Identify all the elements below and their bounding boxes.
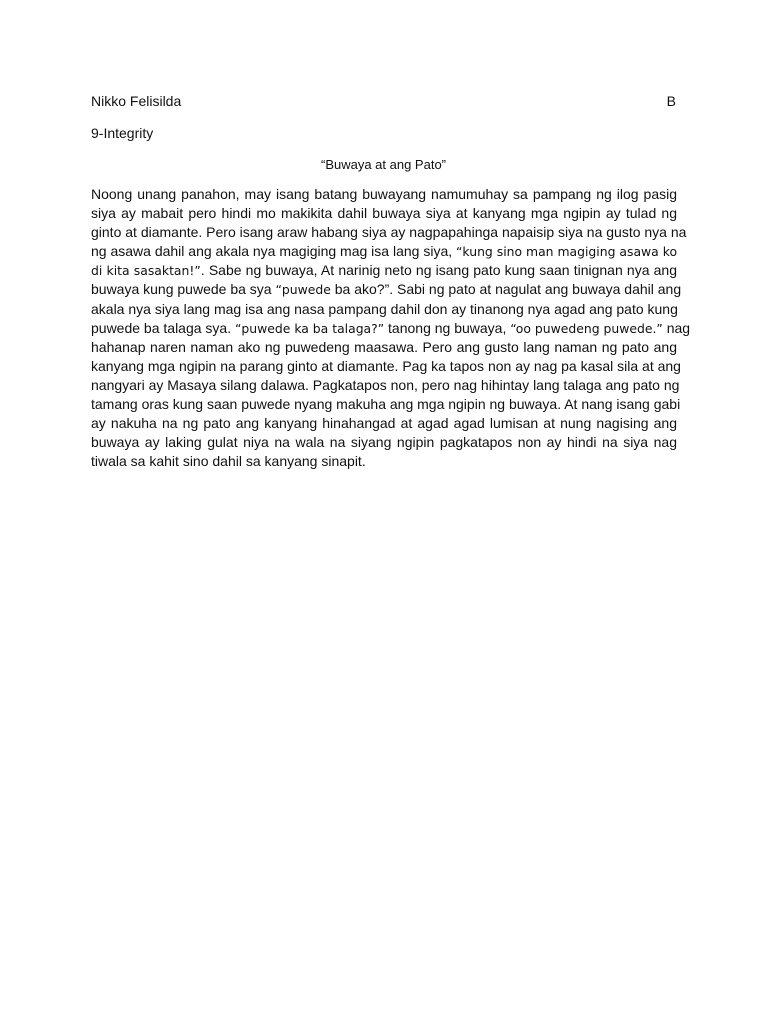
story-text: ng asawa dahil ang akala nya magiging mag isa lang siya, xyxy=(91,243,457,260)
story-line xyxy=(91,204,677,223)
story-text: ginto at diamante. Pero isang araw habang siya ay nagpapahinga napaisip siya na gusto nya na xyxy=(91,224,687,241)
story-text: buwaya ay laking gulat niya na wala na siyang ngipin pagkatapos non ay hindi na siya nag xyxy=(91,434,677,451)
dialogue-text: di kita sasaktan!” xyxy=(91,263,201,279)
grade-mark: B xyxy=(666,93,676,109)
dialogue-text: “puwede xyxy=(275,282,331,298)
story-line xyxy=(91,395,681,414)
story-text: hahanap naren naman ako ng puwedeng maasawa. Pero ang gusto lang naman ng pato ang xyxy=(91,338,677,355)
story-text: siya ay mabait pero hindi mo makikita dahil buwaya siya at kanyang mga ngipin ay tulad ng xyxy=(91,205,677,222)
dialogue-text: “puwede ka ba talaga?” xyxy=(235,320,385,336)
story-text: akala nya siya lang mag isa ang nasa pampang dahil don ay tinanong nya agad ang pato kung xyxy=(91,300,678,317)
story-text: tiwala sa kahit sino dahil sa kanyang sinapit. xyxy=(91,453,366,470)
story-text: ba ako?”. Sabi ng pato at nagulat ang buwaya dahil ang xyxy=(330,281,682,298)
story-line xyxy=(91,357,681,376)
story-text: nag xyxy=(662,319,691,336)
section-label: 9-Integrity xyxy=(91,125,154,141)
story-text: buwaya kung puwede ba sya xyxy=(91,281,276,298)
story-text: Noong unang panahon, may isang batang buwayang namumuhay sa pampang ng ilog pasig xyxy=(91,186,677,202)
author-name: Nikko Felisilda xyxy=(91,93,182,109)
story-line xyxy=(91,280,682,299)
header-row xyxy=(91,92,676,110)
story-text: . Sabe ng buwaya, At narinig neto ng isang pato kung saan tinignan nya ang xyxy=(200,262,678,279)
story-line xyxy=(91,338,677,357)
story-text: kanyang mga ngipin na parang ginto at diamante. Pag ka tapos non ay nag pa kasal sila at ang xyxy=(91,357,681,374)
story-text: tamang oras kung saan puwede nyang makuha ang mga ngipin ng buwaya. At nang isang gabi xyxy=(91,396,681,413)
story-line xyxy=(91,319,691,338)
story-text: ay nakuha na ng pato ang kanyang hinahangad at agad agad lumisan at nung nagising ang xyxy=(91,415,677,432)
dialogue-text: “kung sino man magiging asawa ko xyxy=(456,244,678,260)
story-line xyxy=(91,414,677,433)
story-text: tanong ng buwaya, xyxy=(384,319,511,336)
story-line xyxy=(91,223,687,242)
story-line xyxy=(91,452,677,471)
story-line xyxy=(91,376,680,395)
story-line xyxy=(91,433,677,452)
story-text: puwede ba talaga sya. xyxy=(91,319,235,336)
story-body xyxy=(91,185,691,471)
story-title: “Buwaya at ang Pato” xyxy=(320,157,447,172)
story-line xyxy=(91,185,677,204)
dialogue-text: “oo puwedeng puwede.” xyxy=(510,320,663,336)
story-line xyxy=(91,242,677,261)
story-line xyxy=(91,261,677,280)
story-line xyxy=(91,300,677,319)
story-text: nangyari ay Masaya silang dalawa. Pagkatapos non, pero nag hihintay lang talaga ang pato ng xyxy=(91,376,680,393)
